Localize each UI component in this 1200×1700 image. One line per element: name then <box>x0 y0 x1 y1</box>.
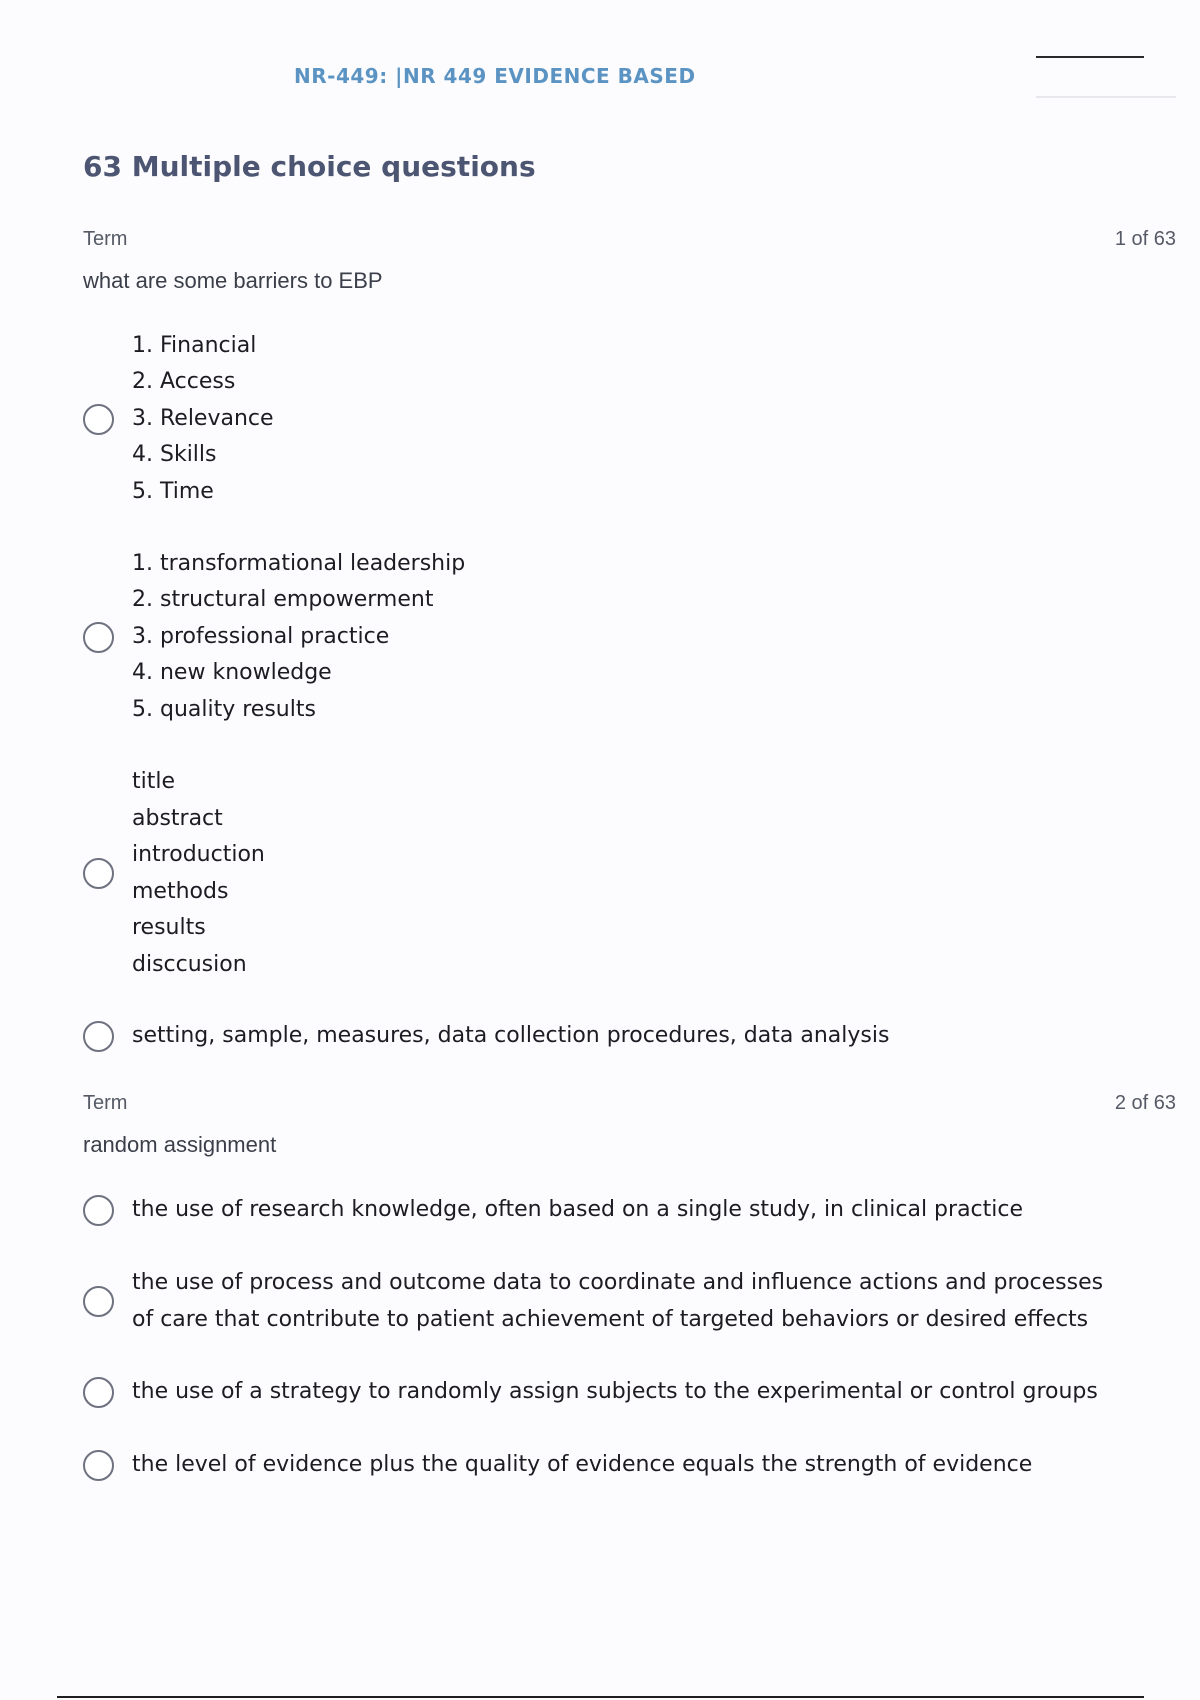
option-text <box>132 1265 1103 1338</box>
answer-option-1[interactable] <box>83 1192 1176 1229</box>
option-line: 1. Financial <box>132 332 257 358</box>
answer-option-2[interactable] <box>83 1265 1176 1338</box>
question-card-2 <box>83 1092 1176 1478</box>
option-line: introduction <box>132 842 265 867</box>
option-line: abstract <box>132 805 223 831</box>
option-line: setting, sample, measures, data collection procedures, data analysis <box>132 1023 890 1049</box>
option-line: 5. quality results <box>132 696 316 722</box>
footer-divider <box>57 1696 1144 1698</box>
answer-option-1[interactable] <box>83 328 1176 510</box>
term-text: what are some barriers to EBP <box>83 268 383 293</box>
option-text <box>132 1018 889 1055</box>
radio-button[interactable] <box>83 858 114 889</box>
option-text <box>132 328 274 511</box>
header-divider-light <box>1036 96 1176 98</box>
radio-button[interactable] <box>83 1021 114 1052</box>
term-label: Term <box>83 1092 128 1114</box>
option-line: of care that contribute to patient achievement of targeted behaviors or desired effects <box>132 1306 1089 1332</box>
option-text <box>132 1374 1098 1411</box>
document-header-title: NR-449: |NR 449 EVIDENCE BASED <box>294 64 696 88</box>
radio-button[interactable] <box>83 1450 114 1481</box>
question-card-1 <box>83 228 1176 1049</box>
radio-button[interactable] <box>83 1286 114 1317</box>
option-line: 4. Skills <box>132 442 217 468</box>
term-label: Term <box>83 228 128 250</box>
radio-button[interactable] <box>83 404 114 435</box>
option-line: 3. professional practice <box>132 623 390 649</box>
option-line: methods <box>132 878 229 904</box>
option-line: disccusion <box>132 951 247 977</box>
answer-option-4[interactable] <box>83 1018 1176 1055</box>
radio-button[interactable] <box>83 1377 114 1408</box>
option-line: 2. Access <box>132 369 236 395</box>
answer-option-3[interactable] <box>83 1374 1176 1411</box>
answer-option-2[interactable] <box>83 546 1176 728</box>
question-counter: 2 of 63 <box>1114 1092 1176 1114</box>
option-line: 1. transformational leadership <box>132 550 466 576</box>
option-text <box>132 764 265 983</box>
term-text: random assignment <box>83 1132 277 1157</box>
question-counter: 1 of 63 <box>1114 228 1176 250</box>
radio-button[interactable] <box>83 622 114 653</box>
option-line: 5. Time <box>132 478 214 504</box>
option-line: title <box>132 769 176 794</box>
option-line: 2. structural empowerment <box>132 587 434 613</box>
option-line: the use of research knowledge, often based on a single study, in clinical practice <box>132 1197 1024 1223</box>
set-title: 63 Multiple choice questions <box>83 150 536 183</box>
radio-button[interactable] <box>83 1195 114 1226</box>
option-text <box>132 1447 1032 1484</box>
option-text <box>132 1192 1023 1229</box>
answer-option-3[interactable] <box>83 764 1176 983</box>
option-line: the use of a strategy to randomly assign subjects to the experimental or control groups <box>132 1379 1098 1405</box>
option-line: results <box>132 915 206 940</box>
header-divider <box>1036 56 1144 58</box>
option-line: the use of process and outcome data to coordinate and influence actions and processes <box>132 1270 1104 1295</box>
option-line: 3. Relevance <box>132 405 274 431</box>
option-line: the level of evidence plus the quality of evidence equals the strength of evidence <box>132 1452 1033 1478</box>
option-text <box>132 546 465 729</box>
answer-option-4[interactable] <box>83 1447 1176 1484</box>
option-line: 4. new knowledge <box>132 660 332 686</box>
